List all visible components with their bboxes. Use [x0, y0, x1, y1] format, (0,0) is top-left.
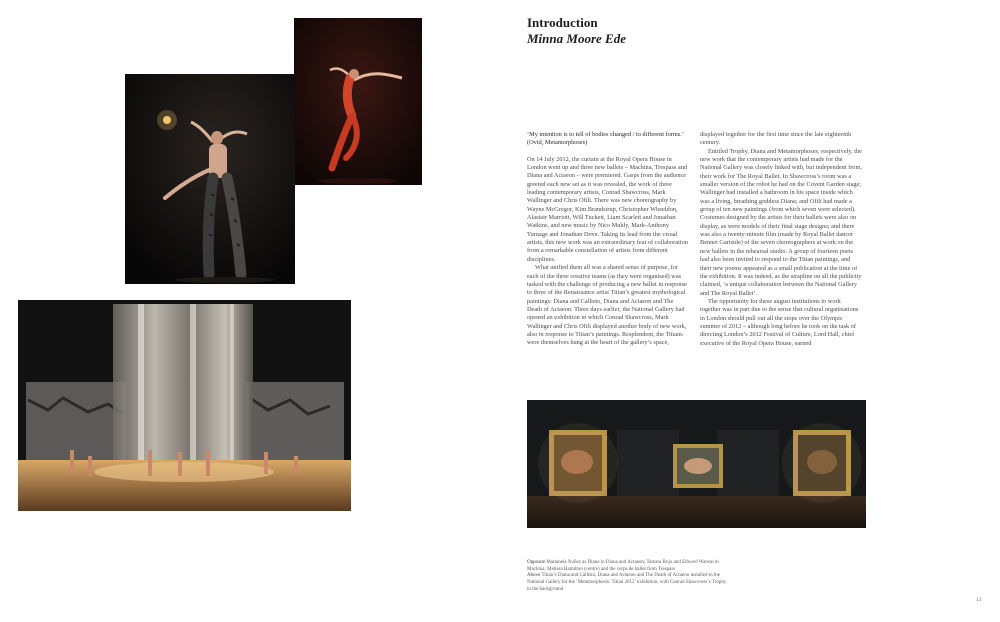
author-name: Minna Moore Ede — [527, 31, 626, 46]
body-paragraph: Entitled Trophy, Diana and Metamorphoses, respectively, the new work that the contemporary artists had made for the National Gallery was closely linked with, but independent from, their work for The Royal Ballet. In Shawcross’s room was a smaller version of the robot he had on the Covent Garden stage; Wallinger had installed a bathroom in his space inside which was a living, breathing goddess Diana; and Ofili had made a group of ten new paintings (from which seven were selected). Costumes designed by the artists for their ballets were also on display, as were models of their final stage designs; and there was also a twenty-minute film (made by Royal Ballet dancer Bennet Gartside) of the seven choreographers at work on the new ballets in the rehearsal studio. A group of fourteen poets had also been invited to respond to the Titian paintings, and their new poems appeared as a small publication at the time of the exhibition. It was indeed, as the strapline on all the publicity claimed, ‘a unique collaboration between the National Gallery and The Royal Ballet’. — [700, 147, 862, 297]
caption-text-above: Titian’s Diana and Callisto, Diana and Actaeon and The Death of Actaeon installed in the National Gallery for the ‘Metamorphosis: Titian 2012’ exhibition, with Conrad Shawcross’s Trophy in the background — [527, 573, 727, 592]
caption-label-opposite: Opposite — [527, 560, 546, 565]
body-column-right — [700, 131, 862, 348]
caption-text-opposite: Marianela Nuñez as Diana in Diana and Actaeon; Tamara Rojo and Edward Watson in Machina; Melissa Hamilton (centre) and the corps de ballet from Trespass — [527, 560, 719, 572]
photo-caption — [527, 560, 727, 594]
body-paragraph: displayed together for the first time since the late eighteenth century. — [700, 131, 852, 147]
body-paragraph: On 14 July 2012, the curtain at the Royal Opera House in London went up and three new ballets – Machina, Trespass and Diana and Actaeon – were premiered. Gasps from the audience greeted each new set as it was revealed, the work of three leading contemporary artists, Conrad Shawcross, Mark Wallinger and Chris Ofili. There was new choreography by Wayne McGregor, Kim Brandstrup, Christopher Wheeldon, Alastair Marriott, Will Tuckett, Liam Scarlett and Jonathan Watkins, and new music by Nico Muhly, Mark-Anthony Turnage and Jonathan Dove. Taking its lead from the visual artists, this new work was an extraordinary feat of collaboration from a remarkable constellation of artists from different disciplines. — [527, 155, 688, 263]
dancer-red-costume-photo — [294, 18, 422, 185]
gallery-installation-photo — [527, 400, 866, 528]
caption-label-above: Above — [527, 573, 541, 579]
chapter-title: Introduction — [527, 15, 598, 30]
pas-de-deux-photo — [125, 74, 295, 284]
body-paragraph: What unified them all was a shared sense of purpose, for each of the three creative teams (as they were organised) was tasked with the challenge of producing a new ballet in response to three of the Renaissance artist Titian’s greatest mythological paintings: Diana and Callisto, Diana and Actaeon and The Death of Actaeon. Three days earlier, the National Gallery had opened an exhibition in which Conrad Shawcross, Mark Wallinger and Chris Ofili displayed another body of new work, also in response to Titian’s paintings. Resplendent, the Titians were themselves hung at the heart of the gallery’s space, — [527, 264, 687, 347]
page-number: 13 — [976, 597, 982, 603]
stage-set-photo — [18, 300, 351, 511]
epigraph: ‘My intention is to tell of bodies changed / to different forms.’ (Ovid, Metamorphoses) — [527, 131, 684, 147]
body-column-left — [527, 131, 689, 348]
body-paragraph: The opportunity for these august institutions to work together was in part due to the sense that cultural organisations in London should pull out all the stops over the Olympic summer of 2012 – although long before he took on the task of directing London’s 2012 Festival of Culture, Lord Hall, chief executive of the Royal Opera House, earned — [700, 297, 859, 347]
